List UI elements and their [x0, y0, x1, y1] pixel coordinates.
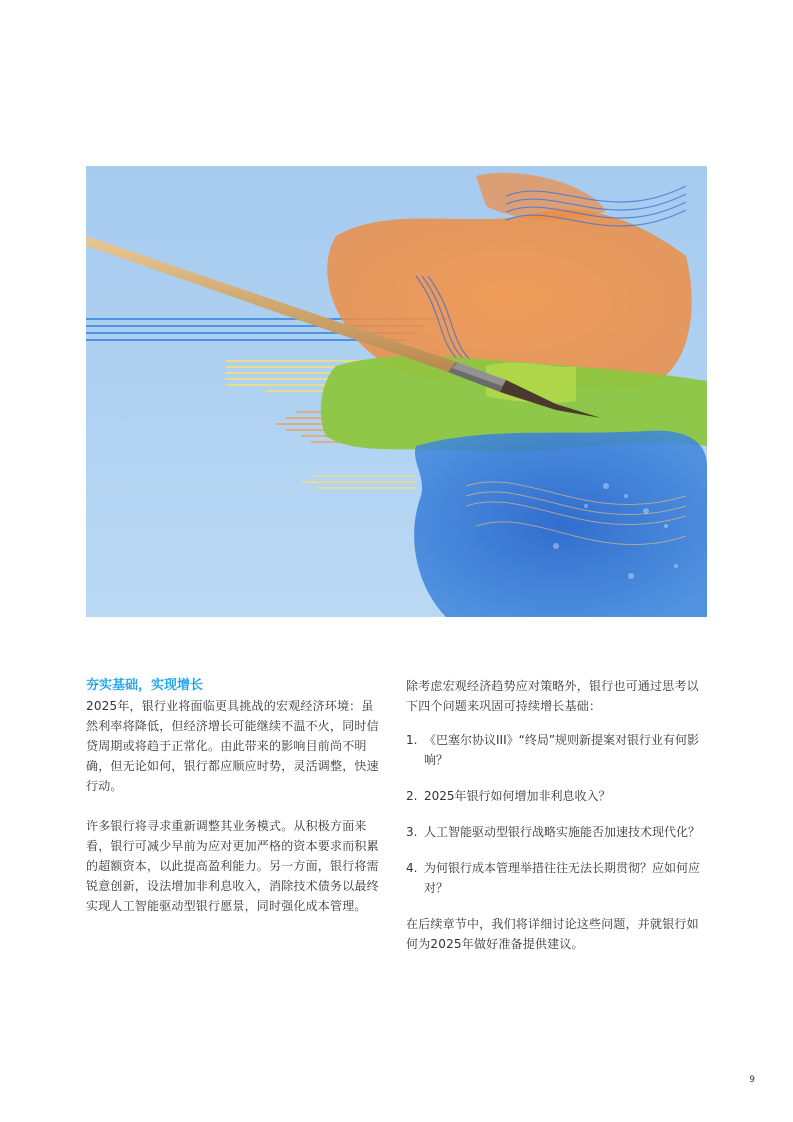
- list-text: 《巴塞尔协议III》“终局”规则新提案对银行业有何影响？: [424, 733, 700, 767]
- list-number: 2.: [406, 789, 418, 803]
- list-item: [406, 858, 706, 898]
- closing-paragraph: 在后续章节中，我们将详细讨论这些问题，并就银行如何为2025年做好准备提供建议。: [406, 917, 699, 951]
- paragraph: 许多银行将寻求重新调整其业务模式。从积极方面来看，银行可减少早前为应对更加严格的资本要求而积累的超额资本，以此提高盈利能力。另一方面，银行将需锐意创新，设法增加非利息收入，消除技术债务以最终实现人工智能驱动型银行愿景，同时强化成本管理。: [86, 819, 379, 913]
- section-heading: 夯实基础，实现增长: [86, 678, 204, 693]
- left-column: [86, 676, 382, 936]
- page-number: 9: [749, 1075, 755, 1085]
- list-item: [406, 822, 706, 842]
- intro-paragraph: 除考虑宏观经济趋势应对策略外，银行也可通过思考以下四个问题来巩固可持续增长基础：: [406, 679, 699, 713]
- list-item: [406, 730, 706, 770]
- question-list: [406, 730, 706, 898]
- right-column: [406, 676, 706, 974]
- list-item: [406, 786, 706, 806]
- list-text: 人工智能驱动型银行战略实施能否加速技术现代化？: [424, 825, 701, 839]
- hero-image: [86, 166, 707, 617]
- list-number: 3.: [406, 825, 418, 839]
- list-text: 2025年银行如何增加非利息收入？: [424, 789, 611, 803]
- list-number: 1.: [406, 733, 418, 747]
- list-number: 4.: [406, 861, 418, 875]
- paragraph: 2025年，银行业将面临更具挑战的宏观经济环境：虽然利率将降低，但经济增长可能继续不温不火，同时信贷周期或将趋于正常化。由此带来的影响目前尚不明确，但无论如何，银行都应顺应时势，灵活调整，快速行动。: [86, 699, 379, 793]
- list-text: 为何银行成本管理举措往往无法长期贯彻？应如何应对？: [424, 861, 701, 895]
